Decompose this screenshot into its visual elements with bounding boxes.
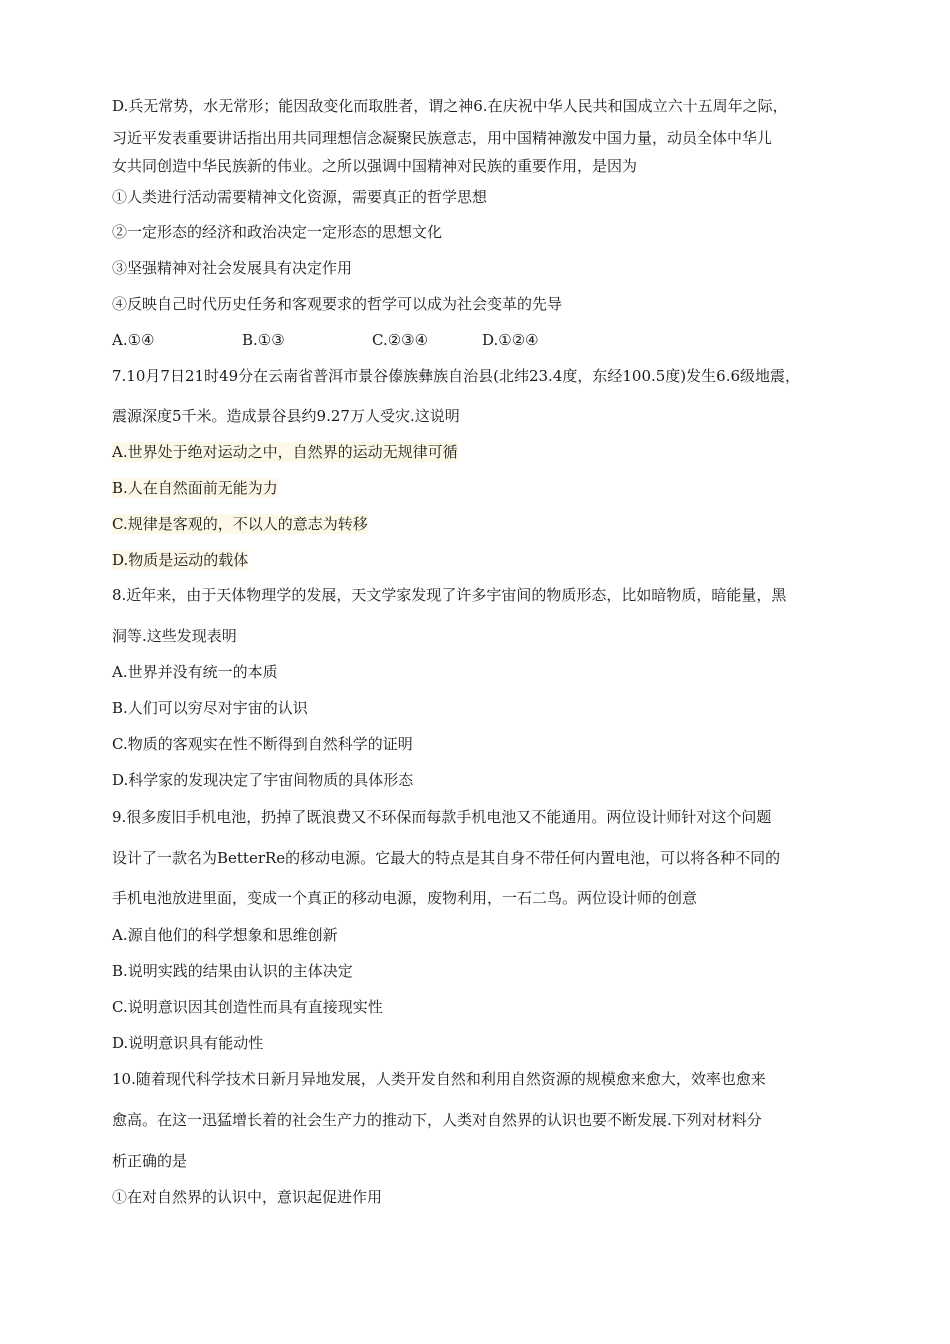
text-line: 手机电池放进里面，变成一个真正的移动电源，废物利用，一石二鸟。两位设计师的创意	[112, 889, 698, 907]
q6-options	[112, 330, 539, 350]
text-line: B.人们可以穷尽对宇宙的认识	[112, 699, 308, 717]
text-line: 8.近年来，由于天体物理学的发展，天文学家发现了许多宇宙间的物质形态，比如暗物质，暗能量，黑	[112, 586, 787, 604]
text-line: D.科学家的发现决定了宇宙间物质的具体形态	[112, 771, 414, 789]
text-line: D.说明意识具有能动性	[112, 1034, 264, 1052]
text-line: A.源自他们的科学想象和思维创新	[112, 926, 338, 944]
text-line: B.人在自然面前无能为力	[112, 479, 278, 497]
text-line: A.世界处于绝对运动之中，自然界的运动无规律可循	[112, 443, 458, 461]
text-line: D.兵无常势，水无常形；能因敌变化而取胜者，谓之神6.在庆祝中华人民共和国成立六十五周年之际，	[112, 97, 788, 115]
text-line: C.物质的客观实在性不断得到自然科学的证明	[112, 735, 413, 753]
text-line: ④反映自己时代历史任务和客观要求的哲学可以成为社会变革的先导	[112, 295, 563, 313]
text-line: 洞等.这些发现表明	[112, 627, 237, 645]
text-line: ①在对自然界的认识中，意识起促进作用	[112, 1188, 383, 1206]
text-line: 析正确的是	[112, 1152, 188, 1170]
text-line: 设计了一款名为BetterRe的移动电源。它最大的特点是其自身不带任何内置电池，可以将各种不同的	[112, 849, 781, 867]
q6-option-a: A.①④	[112, 331, 155, 349]
text-line: C.说明意识因其创造性而具有直接现实性	[112, 998, 383, 1016]
text-line: 女共同创造中华民族新的伟业。之所以强调中国精神对民族的重要作用，是因为	[112, 157, 638, 175]
q6-option-b: B.①③	[242, 331, 285, 349]
text-line: 习近平发表重要讲话指出用共同理想信念凝聚民族意志，用中国精神激发中国力量，动员全体中华儿	[112, 129, 773, 147]
text-line: B.说明实践的结果由认识的主体决定	[112, 962, 353, 980]
text-line: ③坚强精神对社会发展具有决定作用	[112, 259, 353, 277]
text-line: 10.随着现代科学技术日新月异地发展，人类开发自然和利用自然资源的规模愈来愈大，效率也愈来	[112, 1070, 766, 1088]
text-line: A.世界并没有统一的本质	[112, 663, 278, 681]
text-line: 9.很多废旧手机电池，扔掉了既浪费又不环保而每款手机电池又不能通用。两位设计师针对这个问题	[112, 808, 772, 826]
text-line: C.规律是客观的，不以人的意志为转移	[112, 515, 368, 533]
text-line: 愈高。在这一迅猛增长着的社会生产力的推动下，人类对自然界的认识也要不断发展.下列对材料分	[112, 1111, 762, 1129]
q6-option-d: D.①②④	[482, 331, 539, 349]
text-line: D.物质是运动的载体	[112, 551, 249, 569]
text-line: ①人类进行活动需要精神文化资源，需要真正的哲学思想	[112, 188, 488, 206]
q6-option-c: C.②③④	[372, 331, 429, 349]
text-line: ②一定形态的经济和政治决定一定形态的思想文化	[112, 223, 443, 241]
text-line: 震源深度5千米。造成景谷县约9.27万人受灾.这说明	[112, 407, 460, 425]
text-line: 7.10月7日21时49分在云南省普洱市景谷傣族彝族自治县(北纬23.4度，东经100.5度)发生6.6级地震，	[112, 367, 801, 385]
